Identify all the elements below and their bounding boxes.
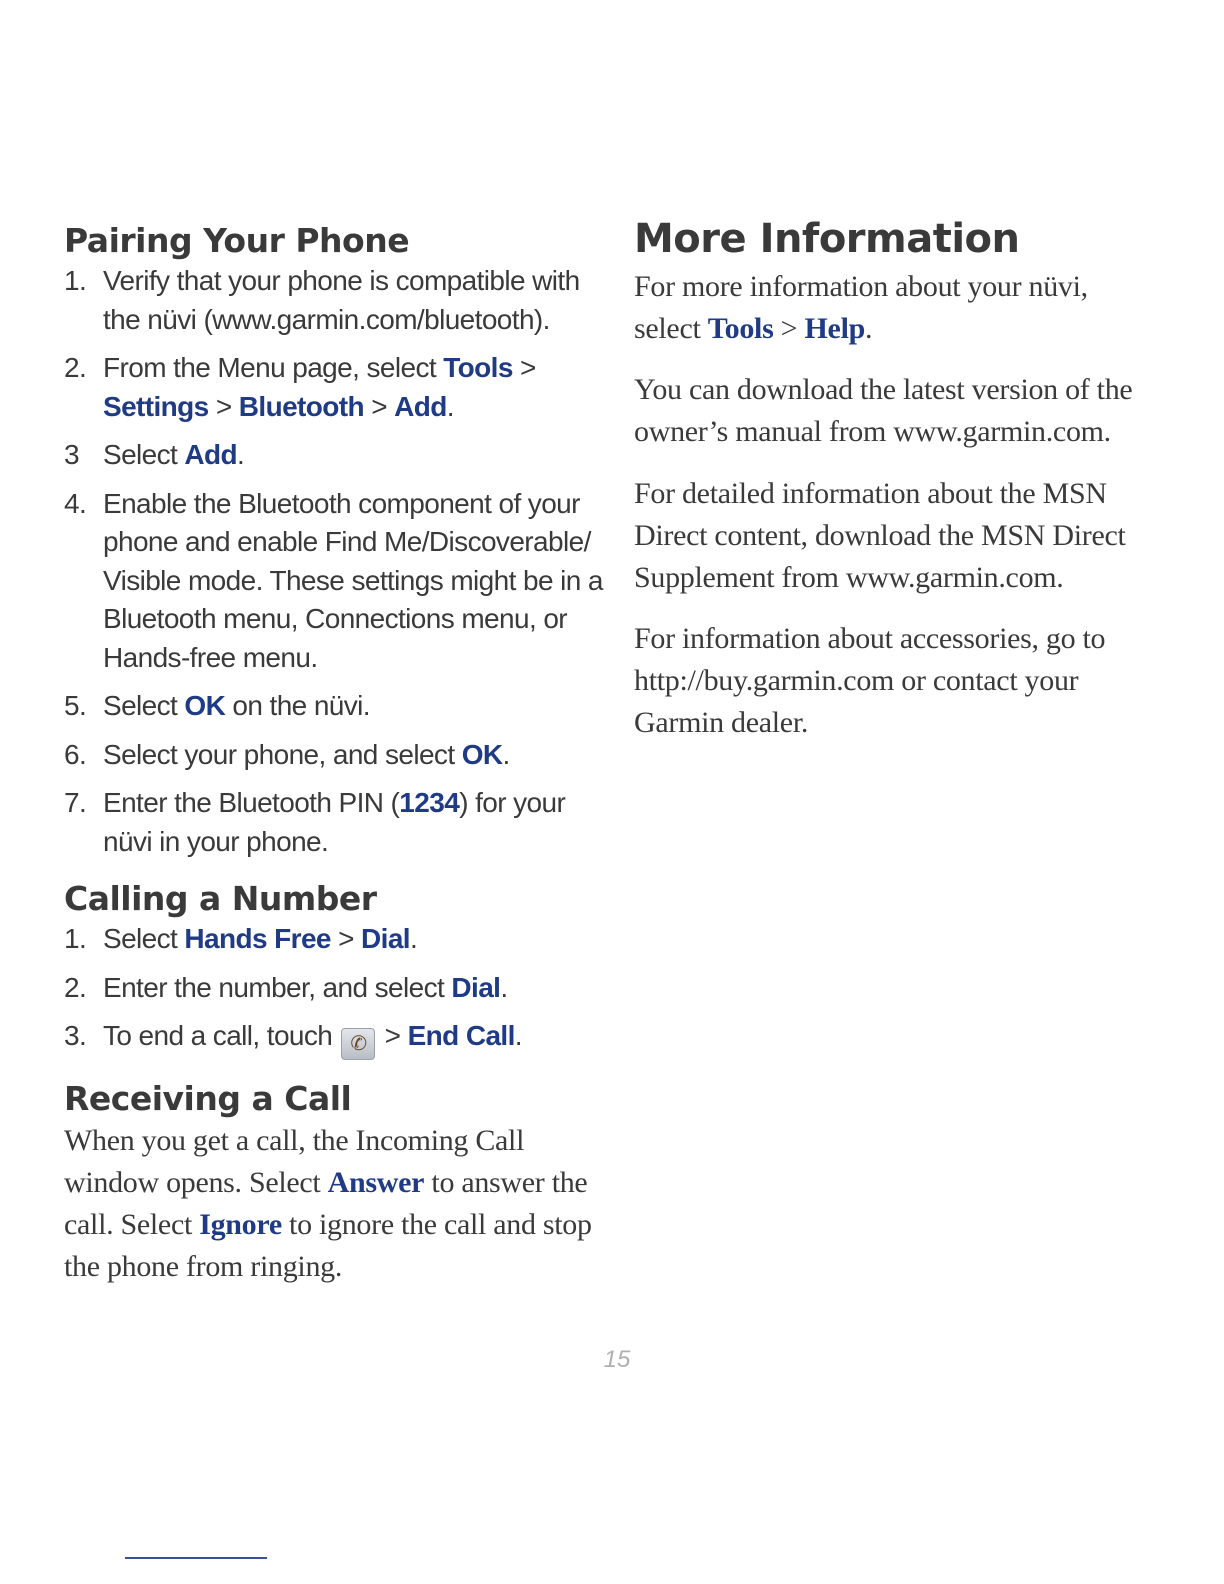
receiving-paragraph: When you get a call, the Incoming Call window opens. Select Answer to answer the call. Select Ignore to ignore the call and stop the phone from ringing. — [64, 1124, 592, 1283]
list-item: 1. Select Hands Free > Dial. — [64, 923, 418, 954]
pairing-steps — [64, 262, 604, 871]
more-info-paragraph-3: For detailed information about the MSN Direct content, download the MSN Direct Supplement from www.garmin.com. — [634, 477, 1126, 594]
answer-keyword: Answer — [327, 1166, 425, 1199]
settings-keyword: Settings — [103, 390, 209, 422]
calling-steps — [64, 920, 604, 1070]
pairing-heading: Pairing Your Phone — [64, 221, 410, 260]
ok-keyword: OK — [184, 690, 226, 721]
hands-free-keyword: Hands Free — [184, 923, 331, 954]
list-item: 4. Enable the Bluetooth component of your phone and enable Find Me/Discoverable/ Visible mode. These settings might be in a Bluetooth menu, Connections menu, or Hands-free menu. — [64, 487, 603, 673]
more-info-paragraph-4: For information about accessories, go to http://buy.garmin.com or contact your Garmin dealer. — [634, 622, 1106, 739]
list-item: 2. From the Menu page, select Tools > Settings > Bluetooth > Add. — [64, 352, 536, 422]
tools-keyword: Tools — [707, 312, 774, 345]
more-info-paragraph-2: You can download the latest version of the owner’s manual from www.garmin.com. — [634, 373, 1133, 448]
help-keyword: Help — [804, 312, 865, 345]
more-info-paragraph-1: For more information about your nüvi, select Tools > Help. — [634, 270, 1088, 345]
calling-heading: Calling a Number — [64, 879, 377, 918]
more-info-heading: More Information — [634, 216, 1020, 262]
list-item: 7. Enter the Bluetooth PIN (1234) for your nüvi in your phone. — [64, 787, 566, 857]
receiving-heading: Receiving a Call — [64, 1079, 352, 1118]
list-item: 3 Select Add. — [64, 439, 245, 470]
list-item: 2. Enter the number, and select Dial. — [64, 971, 508, 1003]
end-call-keyword: End Call — [407, 1020, 515, 1051]
add-keyword: Add — [394, 390, 447, 422]
footer-rule — [125, 1557, 267, 1559]
dial-keyword: Dial — [361, 923, 410, 954]
add-keyword: Add — [184, 439, 238, 470]
dial-keyword: Dial — [451, 971, 501, 1003]
phone-handset-icon: ✆ — [341, 1028, 375, 1060]
list-item: 5. Select OK on the nüvi. — [64, 690, 370, 721]
list-item: 3. To end a call, touch ✆ > End Call. — [64, 1017, 604, 1060]
list-item: 1. Verify that your phone is compatible with the nüvi (www.garmin.com/bluetooth). — [64, 265, 580, 335]
tools-keyword: Tools — [443, 352, 513, 383]
ok-keyword: OK — [461, 738, 503, 770]
bluetooth-keyword: Bluetooth — [238, 390, 365, 422]
page-number: 15 — [603, 1346, 631, 1373]
ignore-keyword: Ignore — [199, 1208, 282, 1241]
pin-keyword: 1234 — [399, 787, 460, 818]
list-item: 6. Select your phone, and select OK. — [64, 738, 510, 770]
